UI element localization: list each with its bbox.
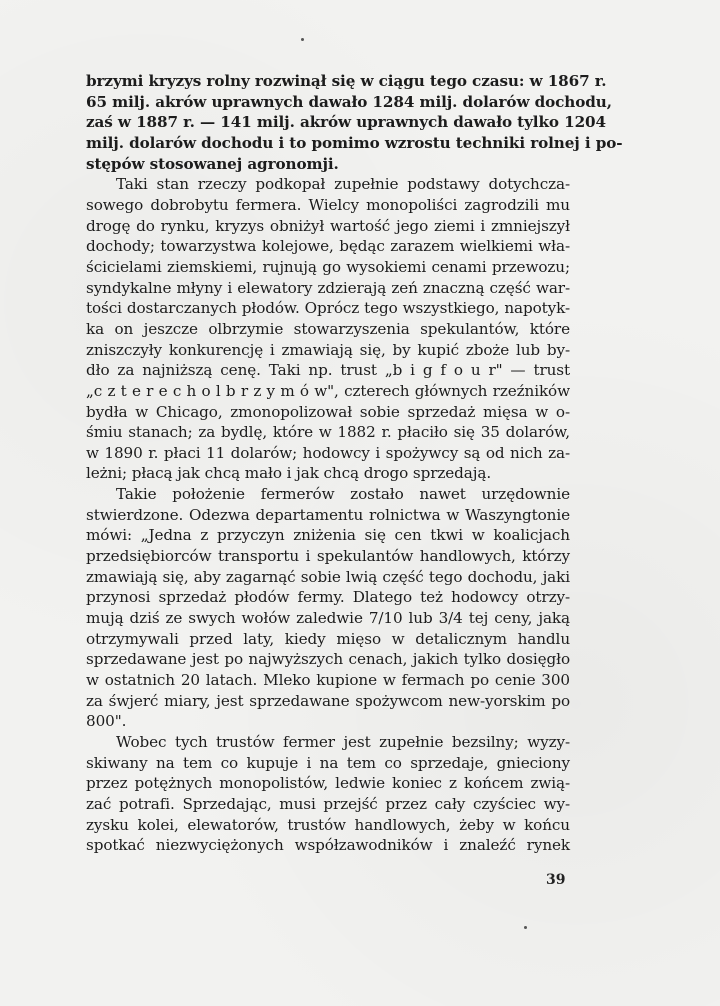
scan-speck xyxy=(524,926,527,929)
text-line: dochody; towarzystwa kolejowe, będąc zarazem wielkiemi wła- xyxy=(86,237,570,256)
scan-speck xyxy=(301,38,304,41)
text-line: spotkać niezwyciężonych współzawodników i znaleźć rynek xyxy=(86,836,570,855)
text-line: skiwany na tem co kupuje i na tem co sprzedaje, gnieciony xyxy=(86,753,570,772)
text-line: bydła w Chicago, zmonopolizował sobie sprzedaż mięsa w o- xyxy=(86,402,570,421)
text-line: przez potężnych monopolistów, ledwie koniec z końcem zwią- xyxy=(86,774,570,793)
text-line: zać potrafi. Sprzedając, musi przejść przez cały czyściec wy- xyxy=(86,794,570,813)
text-line: 65 milj. akrów uprawnych dawało 1284 milj. dolarów dochodu, xyxy=(86,92,612,111)
text-line: Taki stan rzeczy podkopał zupełnie podstawy dotychcza- xyxy=(116,175,570,194)
text-line: Wobec tych trustów fermer jest zupełnie bezsilny; wyzy- xyxy=(116,733,570,751)
text-line: leżni; płacą jak chcą mało i jak chcą drogo sprzedają. xyxy=(86,464,492,483)
text-line: stępów stosowanej agronomji. xyxy=(86,154,339,173)
text-line: przynosi sprzedaż płodów fermy. Dlatego też hodowcy otrzy- xyxy=(86,588,570,607)
text-line: śmiu stanach; za bydlę, które w 1882 r. płaciło się 35 dolarów, xyxy=(86,423,570,442)
text-line: brzymi kryzys rolny rozwinął się w ciągu tego czasu: w 1867 r. xyxy=(86,72,607,90)
text-line: zysku kolei, elewatorów, trustów handlowych, żeby w końcu xyxy=(86,815,570,834)
text-line: otrzymywali przed laty, kiedy mięso w detalicznym handlu xyxy=(86,629,570,648)
text-line: sowego dobrobytu fermera. Wielcy monopoliści zagrodzili mu xyxy=(86,195,570,214)
body-text xyxy=(86,71,623,856)
text-line: w 1890 r. płaci 11 dolarów; hodowcy i spożywcy są od nich za- xyxy=(86,443,570,462)
text-line: przedsiębiorców transportu i spekulantów handlowych, którzy xyxy=(86,547,570,566)
text-line: drogę do rynku, kryzys obniżył wartość jego ziemi i zmniejszył xyxy=(86,216,570,235)
text-line: syndykalne młyny i elewatory zdzierają zeń znaczną część war- xyxy=(86,278,570,297)
text-line: zaś w 1887 r. — 141 milj. akrów uprawnych dawało tylko 1204 xyxy=(86,113,606,132)
text-line: mują dziś ze swych wołów zaledwie 7/10 lub 3/4 tej ceny, jaką xyxy=(86,609,570,628)
text-line: milj. dolarów dochodu i to pomimo wzrostu techniki rolnej i po- xyxy=(86,133,623,152)
text-line: stwierdzone. Odezwa departamentu rolnictwa w Waszyngtonie xyxy=(86,505,570,524)
text-line: zniszczyły konkurencję i zmawiają się, by kupić zboże lub by- xyxy=(86,340,570,359)
text-line: ścicielami ziemskiemi, rujnują go wysokiemi cenami przewozu; xyxy=(86,257,570,276)
text-line: „c z t e r e c h o l b r z y m ó w", czterech głównych rzeźników xyxy=(86,381,570,400)
text-line: dło za najniższą cenę. Taki np. trust „b i g f o u r" — trust xyxy=(86,361,570,380)
text-line: zmawiają się, aby zagarnąć sobie lwią część tego dochodu, jaki xyxy=(86,567,570,586)
text-line: w ostatnich 20 latach. Mleko kupione w fermach po cenie 300 xyxy=(86,671,570,690)
text-line: ka on jeszcze olbrzymie stowarzyszenia spekulantów, które xyxy=(86,319,570,338)
text-line: 800". xyxy=(86,712,127,731)
text-line: mówi: „Jedna z przyczyn zniżenia się cen tkwi w koalicjach xyxy=(86,526,570,545)
text-line: za śwjerć miary, jest sprzedawane spożywcom new-yorskim po xyxy=(86,691,570,710)
text-line: tości dostarczanych płodów. Oprócz tego wszystkiego, napotyk- xyxy=(86,299,570,318)
text-line: sprzedawane jest po najwyższych cenach, jakich tylko dosięgło xyxy=(86,650,570,669)
page-number: 39 xyxy=(546,872,566,888)
text-line: Takie położenie fermerów zostało nawet urzędownie xyxy=(116,485,570,504)
